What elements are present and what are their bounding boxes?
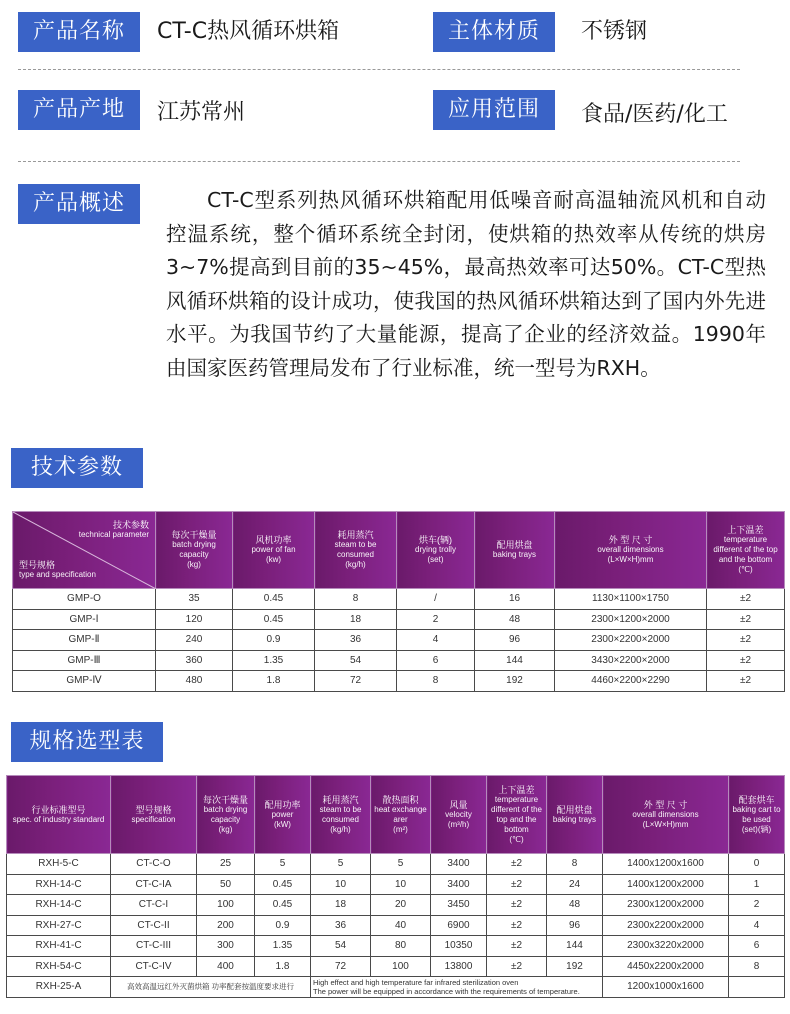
table-cell: 8: [315, 589, 397, 610]
table-cell: 54: [311, 936, 371, 957]
origin-value: 江苏常州: [157, 100, 246, 125]
table-row: [7, 895, 785, 916]
table-cell: 10350: [431, 936, 487, 957]
table-cell: 100: [197, 895, 255, 916]
table-cell: 1130×1100×1750: [555, 589, 707, 610]
column-header: 外 型 尺 寸 overall dimensions (L×W×H)mm: [555, 512, 707, 589]
table-cell: 0.45: [255, 895, 311, 916]
table-cell: ±2: [707, 630, 785, 651]
table-cell: 48: [547, 895, 603, 916]
table-cell: 10: [371, 874, 431, 895]
table-cell: ±2: [487, 854, 547, 875]
column-header: 风机功率 power of fan (kw): [233, 512, 315, 589]
table-cell: RXH-41-C: [7, 936, 111, 957]
table-cell: 96: [547, 915, 603, 936]
divider: [18, 69, 740, 70]
table-cell: 48: [475, 609, 555, 630]
column-header: 上下温差 temperature different of the top and the bottom (℃): [707, 512, 785, 589]
table-cell: 5: [371, 854, 431, 875]
table-cell: ±2: [707, 650, 785, 671]
product-name-value: CT-C热风循环烘箱: [157, 19, 340, 44]
table-cell: 35: [156, 589, 233, 610]
table-cell: 6: [729, 936, 785, 957]
table-cell: 36: [311, 915, 371, 936]
table-cell: 8: [729, 956, 785, 977]
corner-header: [13, 512, 156, 589]
column-header: 配用功率 power (kW): [255, 776, 311, 854]
table-row: [7, 915, 785, 936]
table-row: [13, 589, 785, 610]
scope-value: 食品/医药/化工: [581, 102, 728, 127]
divider: [18, 161, 740, 162]
column-header: 行业标准型号 spec. of industry standard: [7, 776, 111, 854]
column-header: 外 型 尺 寸 overall dimensions (L×W×H)mm: [603, 776, 729, 854]
table-cell: 6900: [431, 915, 487, 936]
table-cell: 2300x1200x2000: [603, 895, 729, 916]
table-cell: 5: [311, 854, 371, 875]
table-cell: CT-C-IV: [111, 956, 197, 977]
table-cell: 3450: [431, 895, 487, 916]
table-cell: RXH-27-C: [7, 915, 111, 936]
table-cell: 1400x1200x2000: [603, 874, 729, 895]
table-cell: 400: [197, 956, 255, 977]
table-cell: 1400x1200x1600: [603, 854, 729, 875]
overview-label: 产品概述: [18, 184, 140, 224]
table-cell: 4: [397, 630, 475, 651]
table-cell: 10: [311, 874, 371, 895]
table-cell: ±2: [707, 609, 785, 630]
table-cell: 192: [475, 671, 555, 692]
table-cell: 18: [311, 895, 371, 916]
table-cell: 3430×2200×2000: [555, 650, 707, 671]
table-cell: 3400: [431, 874, 487, 895]
table-cell: 240: [156, 630, 233, 651]
table-cell: 0.45: [233, 609, 315, 630]
origin-label: 产品产地: [18, 90, 140, 130]
material-label: 主体材质: [433, 12, 555, 52]
table-cell: 4460×2200×2290: [555, 671, 707, 692]
table-cell: GMP-O: [13, 589, 156, 610]
table-cell: RXH-54-C: [7, 956, 111, 977]
table-cell: 192: [547, 956, 603, 977]
table-cell: 120: [156, 609, 233, 630]
table-cell: 3400: [431, 854, 487, 875]
table-cell: 100: [371, 956, 431, 977]
material-value: 不锈钢: [581, 19, 648, 44]
table-cell: 1.35: [255, 936, 311, 957]
table-cell: 2: [729, 895, 785, 916]
table-cell: 50: [197, 874, 255, 895]
table-cell: ±2: [487, 956, 547, 977]
table-cell: 360: [156, 650, 233, 671]
table-cell: 0.45: [255, 874, 311, 895]
table-cell: 480: [156, 671, 233, 692]
table-cell: ±2: [487, 915, 547, 936]
overview-text: CT-C型系列热风循环烘箱配用低噪音耐高温轴流风机和自动控温系统，整个循环系统全封闭，使烘箱的热效率从传统的烘房3~7%提高到目前的35~45%，最高热效率可达50%。CT-C型热风循环烘箱的设计成功，使我国的热风循环烘箱达到了国内外先进水平。为我国节约了大量能源，提高了企业的经济效益。1990年由国家医药管理局发布了行业标准，统一型号为RXH。: [166, 188, 766, 380]
table-cell: ±2: [707, 671, 785, 692]
table-cell: 80: [371, 936, 431, 957]
table-cell: 1.8: [255, 956, 311, 977]
table-cell: 300: [197, 936, 255, 957]
column-header: 风量 velocity (m³/h): [431, 776, 487, 854]
column-header: 上下温差 temperature different of the top and the bottom (℃): [487, 776, 547, 854]
table-row: [13, 609, 785, 630]
column-header: 耗用蒸汽 steam to be consumed (kg/h): [315, 512, 397, 589]
table-header-row: [13, 512, 785, 589]
table-cell: CT-C-III: [111, 936, 197, 957]
column-header: 每次干燥量 batch drying capacity (kg): [156, 512, 233, 589]
table-cell: 200: [197, 915, 255, 936]
table-cell: 4450x2200x2000: [603, 956, 729, 977]
table-cell: 25: [197, 854, 255, 875]
table-cell: 2300×2200×2000: [555, 630, 707, 651]
table-cell: 1.35: [233, 650, 315, 671]
scope-label: 应用范围: [433, 90, 555, 130]
table-row: [13, 671, 785, 692]
table-cell: 2300×1200×2000: [555, 609, 707, 630]
column-header: 耗用蒸汽 steam to be consumed (kg/h): [311, 776, 371, 854]
column-header: 配套烘车 baking cart to be used (set)(辆): [729, 776, 785, 854]
table-row: [7, 936, 785, 957]
table-cell: 16: [475, 589, 555, 610]
table-cell: 40: [371, 915, 431, 936]
table-row: [7, 977, 785, 998]
tech-params-table: [12, 511, 785, 692]
table-cell: 20: [371, 895, 431, 916]
table-cell: RXH-25-A: [7, 977, 111, 998]
table-cell: CT-C-II: [111, 915, 197, 936]
table-cell: 13800: [431, 956, 487, 977]
table-cell: 24: [547, 874, 603, 895]
table-cell: CT-C-I: [111, 895, 197, 916]
table-cell: 1: [729, 874, 785, 895]
table-cell: 0.9: [255, 915, 311, 936]
table-cell: GMP-Ⅳ: [13, 671, 156, 692]
table-cell: 96: [475, 630, 555, 651]
corner-bottom-cn: 型号规格: [19, 560, 56, 570]
column-header: 每次干燥量 batch drying capacity (kg): [197, 776, 255, 854]
corner-bottom-en: type and specification: [19, 570, 96, 579]
table-row: [13, 630, 785, 651]
table-cell: 2: [397, 609, 475, 630]
table-cell: 1200x1000x1600: [603, 977, 729, 998]
column-header: 型号规格 specification: [111, 776, 197, 854]
table-cell: 5: [255, 854, 311, 875]
table-cell: [729, 977, 785, 998]
spec-section-title: 规格选型表: [11, 722, 163, 762]
table-cell: ±2: [487, 874, 547, 895]
table-row: [7, 854, 785, 875]
table-cell: RXH-14-C: [7, 874, 111, 895]
column-header: 配用烘盘 baking trays: [547, 776, 603, 854]
table-cell: CT-C-IA: [111, 874, 197, 895]
table-cell: ±2: [487, 895, 547, 916]
table-cell: GMP-Ⅲ: [13, 650, 156, 671]
table-header-row: [7, 776, 785, 854]
table-cell: 36: [315, 630, 397, 651]
table-cell: 144: [475, 650, 555, 671]
table-cell: ±2: [487, 936, 547, 957]
table-cell: 8: [397, 671, 475, 692]
table-cell: 6: [397, 650, 475, 671]
table-cell: 0: [729, 854, 785, 875]
table-cell: CT-C-O: [111, 854, 197, 875]
table-cell: 2300x3220x2000: [603, 936, 729, 957]
table-cell: GMP-Ⅰ: [13, 609, 156, 630]
table-cell: /: [397, 589, 475, 610]
note-cell-en: High effect and high temperature far infrared sterilization oven The power will be equipped in accordance with the requirements of temperature.: [311, 977, 603, 998]
table-cell: 0.45: [233, 589, 315, 610]
table-cell: 144: [547, 936, 603, 957]
table-cell: 1.8: [233, 671, 315, 692]
product-name-label: 产品名称: [18, 12, 140, 52]
table-cell: 54: [315, 650, 397, 671]
table-cell: 2300x2200x2000: [603, 915, 729, 936]
note-cell-cn: 高效高温远红外灭菌烘箱 功率配套按温度要求进行: [111, 977, 311, 998]
corner-top-cn: 技术参数: [112, 520, 149, 530]
table-cell: 0.9: [233, 630, 315, 651]
corner-top-en: technical parameter: [78, 530, 149, 539]
table-cell: ±2: [707, 589, 785, 610]
column-header: 配用烘盘 baking trays: [475, 512, 555, 589]
table-row: [7, 874, 785, 895]
table-row: [13, 650, 785, 671]
table-cell: RXH-14-C: [7, 895, 111, 916]
column-header: 散热面积 heat exchange arer (m²): [371, 776, 431, 854]
table-row: [7, 956, 785, 977]
column-header: 烘车(辆) drying trolly (set): [397, 512, 475, 589]
table-cell: 18: [315, 609, 397, 630]
table-cell: 72: [311, 956, 371, 977]
table-cell: GMP-Ⅱ: [13, 630, 156, 651]
tech-section-title: 技术参数: [11, 448, 143, 488]
table-cell: RXH-5-C: [7, 854, 111, 875]
table-cell: 72: [315, 671, 397, 692]
table-cell: 4: [729, 915, 785, 936]
spec-selection-table: [6, 775, 785, 998]
table-cell: 8: [547, 854, 603, 875]
